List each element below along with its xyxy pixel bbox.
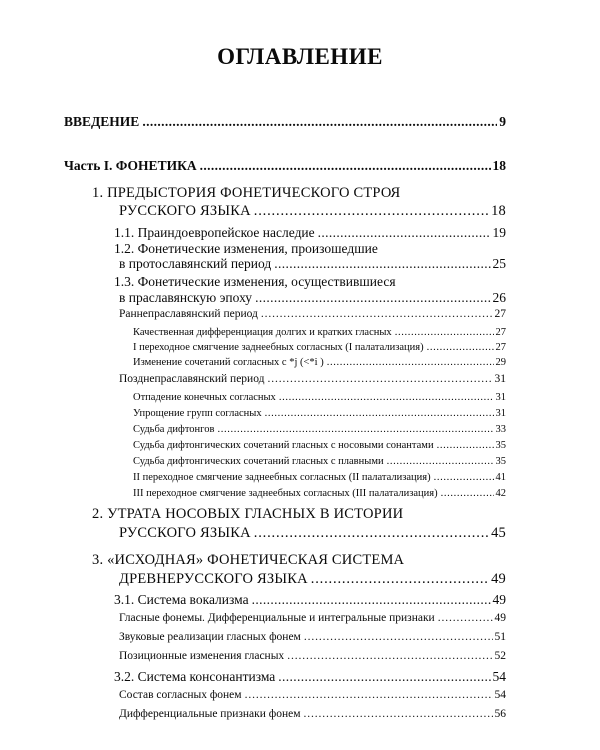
toc-entry-part1[interactable] xyxy=(64,158,506,174)
toc-entry-ch1[interactable] xyxy=(119,203,506,220)
toc-entry-title: Раннепраславянский период xyxy=(119,308,258,320)
toc-entry-s3-2[interactable] xyxy=(114,669,506,685)
dot-leader xyxy=(254,525,489,542)
toc-entry-s3-2-2[interactable] xyxy=(119,708,506,720)
toc-entry-s1-2[interactable] xyxy=(119,256,506,272)
toc-page-number: 27 xyxy=(495,342,506,353)
toc-entry-ch3[interactable] xyxy=(119,571,506,588)
dot-leader xyxy=(200,158,491,174)
toc-entry-title: Состав согласных фонем xyxy=(119,689,242,701)
dot-leader xyxy=(261,308,493,320)
toc-page-number: 18 xyxy=(492,158,506,173)
toc-page-number: 54 xyxy=(492,669,506,684)
toc-page-number: 31 xyxy=(494,373,506,385)
dot-leader xyxy=(395,327,494,338)
dot-leader xyxy=(327,357,494,368)
toc-entry-title: Позиционные изменения гласных xyxy=(119,650,285,662)
dot-leader xyxy=(311,571,489,588)
toc-entry-title: Дифференциальные признаки фонем xyxy=(119,708,301,720)
toc-page-number: 26 xyxy=(492,290,506,305)
toc-entry-ch1-line1[interactable]: 1. ПРЕДЫСТОРИЯ ФОНЕТИЧЕСКОГО СТРОЯ xyxy=(92,185,401,201)
toc-page-number: 25 xyxy=(492,256,506,271)
toc-page-number: 35 xyxy=(495,456,506,467)
toc-page-number: 52 xyxy=(494,650,506,662)
toc-entry-title: 3.2. Система консонантизма xyxy=(114,669,276,684)
toc-entry-title: Судьба дифтонгических сочетаний гласных с носовыми сонантами xyxy=(133,440,434,451)
toc-entry-title: РУССКОГО ЯЗЫКА xyxy=(119,203,251,219)
toc-entry-late-period[interactable] xyxy=(119,373,506,385)
toc-entry-title: 1.1. Праиндоевропейское наследие xyxy=(114,225,315,240)
dot-leader xyxy=(387,456,494,467)
dot-leader xyxy=(255,290,490,306)
toc-entry-late-7[interactable] xyxy=(133,488,506,499)
toc-page-number: 19 xyxy=(492,225,506,240)
toc-entry-title: III переходное смягчение заднеебных согласных (III палатализация) xyxy=(133,488,438,499)
toc-page-number: 33 xyxy=(495,424,506,435)
toc-page-number: 18 xyxy=(491,203,506,219)
toc-page-number: 49 xyxy=(492,592,506,607)
toc-entry-title: ДРЕВНЕРУССКОГО ЯЗЫКА xyxy=(119,571,308,587)
toc-entry-ch3-line1[interactable]: 3. «ИСХОДНАЯ» ФОНЕТИЧЕСКАЯ СИСТЕМА xyxy=(92,552,405,568)
dot-leader xyxy=(287,650,492,662)
dot-leader xyxy=(252,592,491,608)
dot-leader xyxy=(304,631,493,643)
toc-page-number: 29 xyxy=(495,357,506,368)
toc-page-number: 56 xyxy=(494,708,506,720)
toc-entry-title: в протославянский период xyxy=(119,256,272,271)
toc-page-number: 51 xyxy=(494,631,506,643)
dot-leader xyxy=(142,114,497,130)
dot-leader xyxy=(279,392,494,403)
toc-page-number: 45 xyxy=(491,525,506,541)
toc-entry-late-4[interactable] xyxy=(133,440,506,451)
toc-entry-title: Позднепраславянский период xyxy=(119,373,265,385)
toc-entry-title: II переходное смягчение заднеебных согласных (II палатализация) xyxy=(133,472,431,483)
toc-entry-title: Изменение сочетаний согласных с *j (<*i ) xyxy=(133,357,324,368)
toc-entry-s3-1-3[interactable] xyxy=(119,650,506,662)
toc-page-number: 49 xyxy=(494,612,506,624)
dot-leader xyxy=(434,472,494,483)
toc-entry-title: Гласные фонемы. Дифференциальные и интегральные признаки xyxy=(119,612,435,624)
toc-entry-s1-3-line1[interactable]: 1.3. Фонетические изменения, осуществившиеся xyxy=(114,274,396,289)
dot-leader xyxy=(265,408,494,419)
toc-entry-s3-1-2[interactable] xyxy=(119,631,506,643)
toc-entry-late-1[interactable] xyxy=(133,392,506,403)
dot-leader xyxy=(437,440,494,451)
dot-leader xyxy=(245,689,493,701)
toc-entry-intro[interactable] xyxy=(64,114,506,130)
toc-entry-s1-3[interactable] xyxy=(119,290,506,306)
toc-entry-title: Судьба дифтонгических сочетаний гласных с плавными xyxy=(133,456,384,467)
toc-entry-late-3[interactable] xyxy=(133,424,506,435)
toc-page-number: 54 xyxy=(494,689,506,701)
toc-page-number: 31 xyxy=(495,392,506,403)
toc-page-number: 41 xyxy=(495,472,506,483)
toc-entry-late-6[interactable] xyxy=(133,472,506,483)
toc-entry-title: Отпадение конечных согласных xyxy=(133,392,276,403)
dot-leader xyxy=(438,612,493,624)
toc-page-number: 9 xyxy=(499,114,506,129)
toc-entry-late-2[interactable] xyxy=(133,408,506,419)
toc-page-number: 27 xyxy=(495,327,506,338)
toc-entry-title: Звуковые реализации гласных фонем xyxy=(119,631,301,643)
dot-leader xyxy=(217,424,493,435)
dot-leader xyxy=(427,342,494,353)
toc-entry-s3-1-1[interactable] xyxy=(119,612,506,624)
toc-entry-early-1[interactable] xyxy=(133,327,506,338)
toc-entry-early-period[interactable] xyxy=(119,308,506,320)
toc-entry-title: Качественная дифференциация долгих и кратких гласных xyxy=(133,327,392,338)
toc-entry-early-2[interactable] xyxy=(133,342,506,353)
dot-leader xyxy=(441,488,494,499)
dot-leader xyxy=(304,708,493,720)
toc-entry-s1-2-line1[interactable]: 1.2. Фонетические изменения, произошедшие xyxy=(114,241,378,256)
toc-entry-title: в праславянскую эпоху xyxy=(119,290,253,305)
toc-entry-s1-1[interactable] xyxy=(114,225,506,241)
page-title: ОГЛАВЛЕНИЕ xyxy=(217,44,383,69)
toc-entry-title: I переходное смягчение заднеебных согласных (I палатализация) xyxy=(133,342,424,353)
dot-leader xyxy=(268,373,493,385)
dot-leader xyxy=(318,225,491,241)
toc-page-number: 42 xyxy=(495,488,506,499)
toc-entry-s3-2-1[interactable] xyxy=(119,689,506,701)
dot-leader xyxy=(254,203,489,220)
toc-entry-title: Упрощение групп согласных xyxy=(133,408,262,419)
toc-entry-ch2-line1[interactable]: 2. УТРАТА НОСОВЫХ ГЛАСНЫХ В ИСТОРИИ xyxy=(92,506,404,522)
dot-leader xyxy=(274,256,490,272)
toc-entry-title: Судьба дифтонгов xyxy=(133,424,215,435)
toc-entry-title: Часть I. ФОНЕТИКА xyxy=(64,158,197,173)
toc-entry-ch2[interactable] xyxy=(119,525,506,542)
dot-leader xyxy=(278,669,490,685)
toc-entry-title: РУССКОГО ЯЗЫКА xyxy=(119,525,251,541)
toc-entry-early-3[interactable] xyxy=(133,357,506,368)
toc-entry-title: ВВЕДЕНИЕ xyxy=(64,114,140,129)
toc-page-number: 35 xyxy=(495,440,506,451)
toc-page-number: 31 xyxy=(495,408,506,419)
toc-page-number: 49 xyxy=(491,571,506,587)
toc-entry-title: 3.1. Система вокализма xyxy=(114,592,249,607)
toc-entry-s3-1[interactable] xyxy=(114,592,506,608)
toc-entry-late-5[interactable] xyxy=(133,456,506,467)
toc-page-number: 27 xyxy=(494,308,506,320)
